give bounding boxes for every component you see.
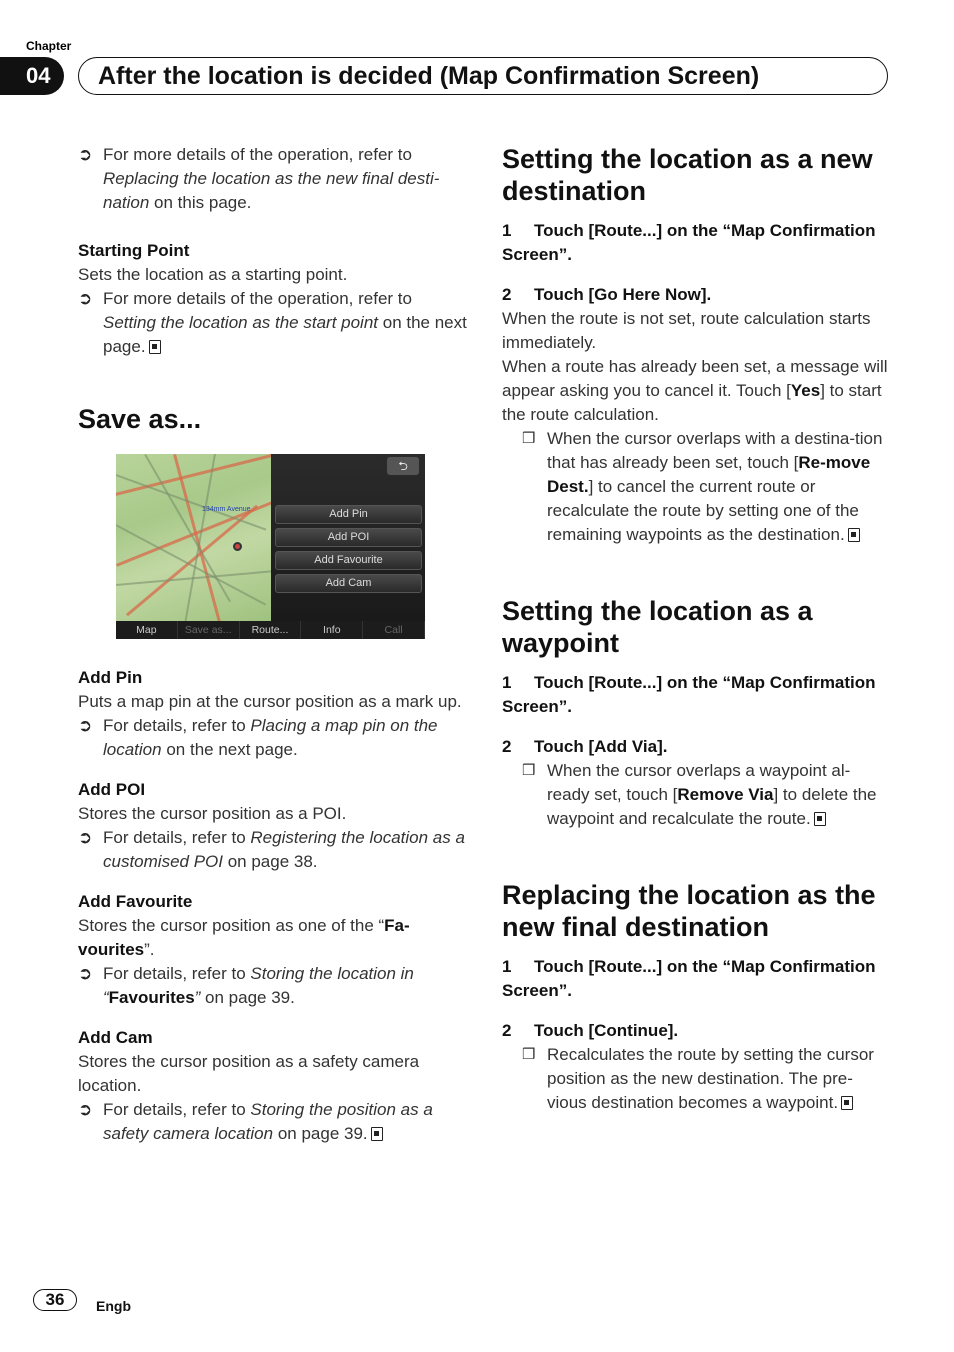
map-confirmation-screenshot bbox=[116, 454, 425, 639]
bottom-tab-bar bbox=[116, 621, 425, 639]
right-column bbox=[502, 143, 892, 1115]
save-as-menu bbox=[271, 454, 425, 621]
add-cam-button[interactable]: Add Cam bbox=[275, 574, 422, 593]
note-add-favourite: ➲ For details, refer to Storing the location in “Favourites” on page 39. bbox=[78, 964, 414, 1007]
cross-ref-link[interactable]: Storing the position as a safety camera location bbox=[103, 1100, 433, 1143]
note-add-cam: ➲ For details, refer to Storing the position as a safety camera location on page 39. bbox=[78, 1100, 433, 1143]
term-starting-point: Starting Point bbox=[78, 241, 190, 260]
arrow-icon: ➲ bbox=[78, 1100, 93, 1119]
checkbox-bullet-icon: ❒ bbox=[522, 1046, 536, 1063]
cross-ref-link[interactable]: Setting the location as the start point bbox=[103, 313, 379, 332]
page-number: 36 bbox=[33, 1289, 77, 1311]
step-2-final-destination: 2 Touch [Continue]. bbox=[502, 1021, 679, 1040]
tab-save-as[interactable]: Save as... bbox=[178, 621, 240, 639]
term-add-poi: Add POI bbox=[78, 780, 146, 799]
step-2-new-destination: 2 Touch [Go Here Now]. bbox=[502, 285, 712, 304]
step-1-final-destination: 1 Touch [Route...] on the “Map Confirmation Screen”. bbox=[502, 957, 876, 1000]
end-mark-icon bbox=[841, 1096, 853, 1110]
arrow-icon: ➲ bbox=[78, 964, 93, 983]
tab-call[interactable]: Call bbox=[363, 621, 425, 639]
arrow-icon: ➲ bbox=[78, 828, 93, 847]
back-button[interactable]: ⮌ bbox=[387, 457, 419, 475]
chapter-title: After the location is decided (Map Confirmation Screen) bbox=[98, 62, 760, 90]
left-column-lower bbox=[78, 666, 468, 1146]
add-poi-button[interactable]: Add POI bbox=[275, 528, 422, 547]
para-route-set: When a route has already been set, a message will appear asking you to cancel it. Touch [Yes] to start the route calculation. bbox=[502, 357, 888, 424]
note-add-pin: ➲ For details, refer to Placing a map pin on the location on the next page. bbox=[78, 716, 438, 759]
cross-ref-link[interactable]: Replacing the location as the new final desti-nation bbox=[103, 169, 440, 212]
end-mark-icon bbox=[814, 812, 826, 826]
heading-waypoint: Setting the location as a waypoint bbox=[502, 596, 813, 658]
note-remove-via: ❒ When the cursor overlaps a waypoint al-ready set, touch [Remove Via] to delete the waypoint and recalculate the route. bbox=[522, 761, 877, 828]
desc-add-favourite: Stores the cursor position as one of the “Fa-vourites”. bbox=[78, 916, 410, 959]
heading-new-destination: Setting the location as a new destination bbox=[502, 144, 873, 206]
note-starting-point: ➲ For more details of the operation, refer to Setting the location as the start point on the next page. bbox=[78, 289, 467, 356]
checkbox-bullet-icon: ❒ bbox=[522, 762, 536, 779]
cross-ref-link[interactable]: Placing a map pin on the location bbox=[103, 716, 438, 759]
note-continue: ❒ Recalculates the route by setting the cursor position as the new destination. The pre-vious destination becomes a waypoint. bbox=[522, 1045, 874, 1112]
chapter-number: 04 bbox=[0, 57, 64, 95]
end-mark-icon bbox=[371, 1127, 383, 1141]
arrow-icon: ➲ bbox=[78, 289, 93, 308]
note-add-poi: ➲ For details, refer to Registering the location as a customised POI on page 38. bbox=[78, 828, 465, 871]
add-pin-button[interactable]: Add Pin bbox=[275, 505, 422, 524]
end-mark-icon bbox=[848, 528, 860, 542]
desc-add-cam: Stores the cursor position as a safety camera location. bbox=[78, 1052, 420, 1095]
step-1-waypoint: 1 Touch [Route...] on the “Map Confirmation Screen”. bbox=[502, 673, 876, 716]
tab-info[interactable]: Info bbox=[301, 621, 363, 639]
chapter-label: Chapter bbox=[26, 39, 72, 53]
note-remove-dest: ❒ When the cursor overlaps with a destina-tion that has already been set, touch [Re-move Dest.] to cancel the current route or recalculate the route by setting one of the remaining waypoints as the destination. bbox=[522, 429, 883, 544]
term-add-pin: Add Pin bbox=[78, 668, 143, 687]
tab-route[interactable]: Route... bbox=[240, 621, 302, 639]
desc-add-pin: Puts a map pin at the cursor position as a mark up. bbox=[78, 692, 462, 711]
heading-final-destination: Replacing the location as the new final destination bbox=[502, 880, 876, 942]
arrow-icon: ➲ bbox=[78, 716, 93, 735]
desc-add-poi: Stores the cursor position as a POI. bbox=[78, 804, 347, 823]
heading-save-as: Save as... bbox=[78, 404, 202, 434]
end-mark-icon bbox=[149, 340, 161, 354]
cross-ref-link[interactable]: Storing the location in “Favourites” bbox=[103, 964, 414, 1007]
add-favourite-button[interactable]: Add Favourite bbox=[275, 551, 422, 570]
term-add-cam: Add Cam bbox=[78, 1028, 153, 1047]
arrow-icon: ➲ bbox=[78, 145, 93, 164]
intro-note: ➲ For more details of the operation, refer to Replacing the location as the new final desti-nation on this page. bbox=[78, 145, 440, 212]
tab-map[interactable]: Map bbox=[116, 621, 178, 639]
term-add-favourite: Add Favourite bbox=[78, 892, 193, 911]
language-code: Engb bbox=[96, 1298, 131, 1314]
step-2-waypoint: 2 Touch [Add Via]. bbox=[502, 737, 668, 756]
desc-starting-point: Sets the location as a starting point. bbox=[78, 265, 348, 284]
cross-ref-link[interactable]: Registering the location as a customised POI bbox=[103, 828, 465, 871]
step-1-new-destination: 1 Touch [Route...] on the “Map Confirmation Screen”. bbox=[502, 221, 876, 264]
map-view bbox=[116, 454, 271, 621]
para-route-not-set: When the route is not set, route calculation starts immediately. bbox=[502, 309, 871, 352]
checkbox-bullet-icon: ❒ bbox=[522, 430, 536, 447]
map-cursor-icon bbox=[233, 542, 242, 551]
left-column bbox=[78, 143, 468, 435]
map-street-label: 134mm Avenue bbox=[202, 506, 251, 513]
